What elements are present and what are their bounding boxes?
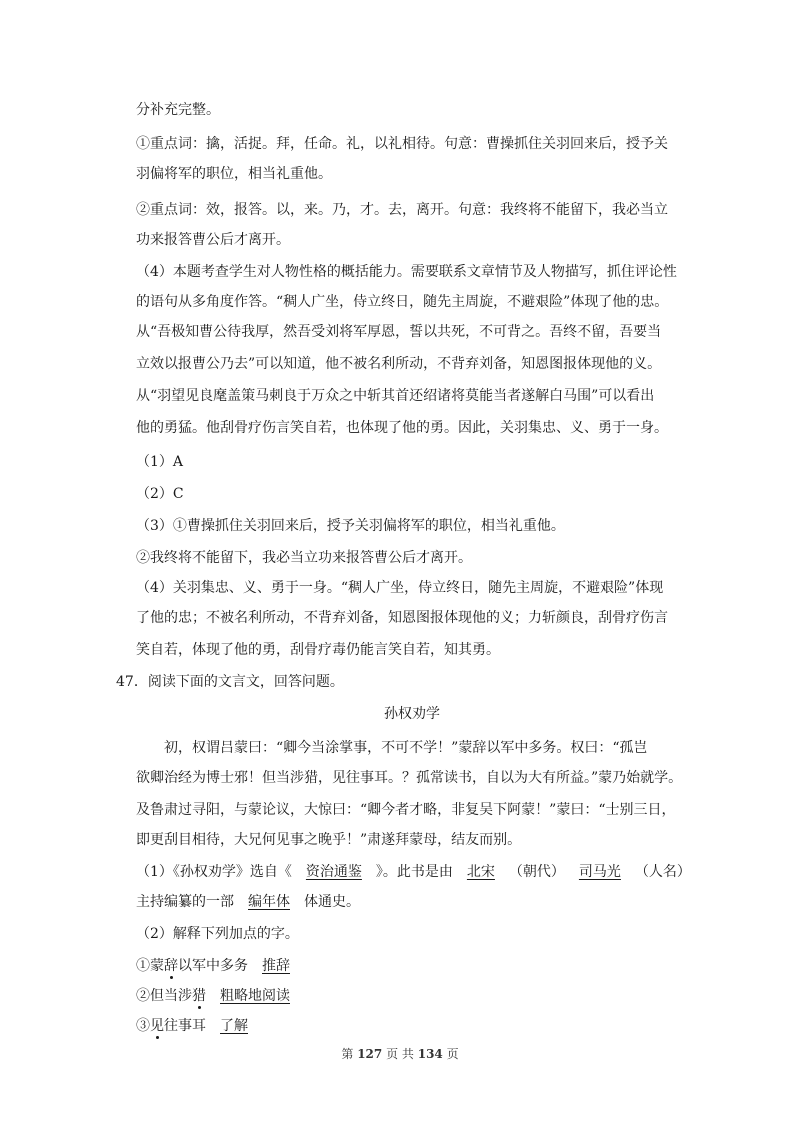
question-2-item [136, 1016, 262, 1036]
text-line: 羽偏将军的职位，相当礼重他。 [136, 166, 332, 182]
question-1-text: （1）《孙权劝学》选自《 [136, 864, 292, 880]
footer-mid: 页 共 [386, 1047, 414, 1061]
answer-book: 资治通鉴 [305, 864, 362, 880]
answer-style: 编年体 [248, 894, 290, 910]
dotted-character: 猎 [192, 988, 206, 1004]
footer-pre: 第 [341, 1047, 354, 1061]
question-1-text: 体通史。 [304, 894, 360, 910]
footer-post: 页 [446, 1047, 459, 1061]
answer-line: ②我终将不能留下，我必当立功来报答曹公后才离开。 [136, 550, 472, 566]
passage-line: 欲卿治经为博士邪！但当涉猎，见往事耳。？孤常读书，自以为大有所益。”蒙乃始就学。 [136, 770, 683, 786]
question-2-item [136, 986, 304, 1006]
passage-title: 孙权劝学 [384, 706, 440, 722]
text-line: 的语句从多角度作答。“稠人广坐，侍立终日，随先主周旋，不避艰险”体现了他的忠。 [136, 294, 669, 310]
answer-line: （3）①曹操抓住关羽回来后，授予关羽偏将军的职位，相当礼重他。 [136, 518, 565, 534]
answer-line: 了他的忠；不被名利所动，不背弃刘备，知恩图报体现他的义；力斩颜良，刮骨疗伤言 [136, 610, 668, 626]
text-line: ②重点词：效，报答。以，来。乃，才。去，离开。句意：我终将不能留下，我必当立 [136, 202, 668, 218]
item-answer: 粗略地阅读 [220, 988, 290, 1004]
passage-line: 即更刮目相待，大兄何见事之晚乎！”肃遂拜蒙母，结友而别。 [136, 832, 522, 848]
question-1-text: 主持编纂的一部 [136, 894, 234, 910]
answer-line: （2）C [136, 486, 184, 502]
page-footer [0, 1046, 800, 1062]
text-line: 他的勇猛。他刮骨疗伤言笑自若，也体现了他的勇。因此，关羽集忠、义、勇于一身。 [136, 420, 668, 436]
question-1-text: 》。此书是由 [375, 864, 453, 880]
total-page-number: 134 [417, 1047, 443, 1061]
item-answer: 了解 [220, 1018, 248, 1034]
text-line: （4）本题考查学生对人物性格的概括能力。需要联系文章情节及人物描写，抓住评论性 [136, 264, 677, 280]
text-line: 立效以报曹公乃去”可以知道，他不被名利所动，不背弃刘备，知恩图报体现他的义。 [136, 356, 662, 372]
question-1-text: （人名） [634, 864, 691, 880]
text-line: 从“吾极知曹公待我厚，然吾受刘将军厚恩，誓以共死，不可背之。吾终不留，吾要当 [136, 324, 662, 340]
current-page-number: 127 [357, 1047, 383, 1061]
answer-dynasty: 北宋 [466, 864, 495, 880]
dotted-character: 见 [150, 1018, 164, 1034]
item-answer: 推辞 [262, 958, 290, 974]
question-2-heading: （2）解释下列加点的字。 [136, 926, 299, 942]
question-47-heading: 47．阅读下面的文言文，回答问题。 [116, 674, 344, 690]
answer-author: 司马光 [578, 864, 621, 880]
answer-line: 笑自若，体现了他的勇，刮骨疗毒仍能言笑自若，知其勇。 [136, 642, 500, 658]
text-line: 分补充完整。 [136, 102, 220, 118]
question-1-text: （朝代） [508, 864, 565, 880]
question-1 [136, 862, 691, 882]
item-suffix: 以军中多务 [178, 958, 248, 974]
passage-line: 初，权谓吕蒙曰：“卿今当涂掌事，不可不学！”蒙辞以军中多务。权曰：“孤岂 [164, 740, 648, 756]
item-prefix: ③ [136, 1018, 150, 1034]
text-line: 功来报答曹公后才离开。 [136, 232, 290, 248]
answer-line: （1）A [136, 454, 184, 470]
answer-line: （4）关羽集忠、义、勇于一身。“稠人广坐，侍立终日，随先主周旋，不避艰险”体现 [136, 580, 664, 596]
question-1-line-2 [136, 892, 360, 912]
dotted-character: 辞 [164, 958, 178, 974]
passage-line: 及鲁肃过寻阳，与蒙论议，大惊曰：“卿今者才略，非复吴下阿蒙！”蒙曰：“士别三日， [136, 802, 676, 818]
item-prefix: ①蒙 [136, 958, 164, 974]
item-suffix: 往事耳 [164, 1018, 206, 1034]
question-2-item [136, 956, 304, 976]
text-line: 从“羽望见良麾盖策马刺良于万众之中斩其首还绍诸将莫能当者遂解白马围”可以看出 [136, 388, 655, 404]
text-line: ①重点词：擒，活捉。拜，任命。礼，以礼相待。句意：曹操抓住关羽回来后，授予关 [136, 136, 668, 152]
item-prefix: ②但当涉 [136, 988, 192, 1004]
